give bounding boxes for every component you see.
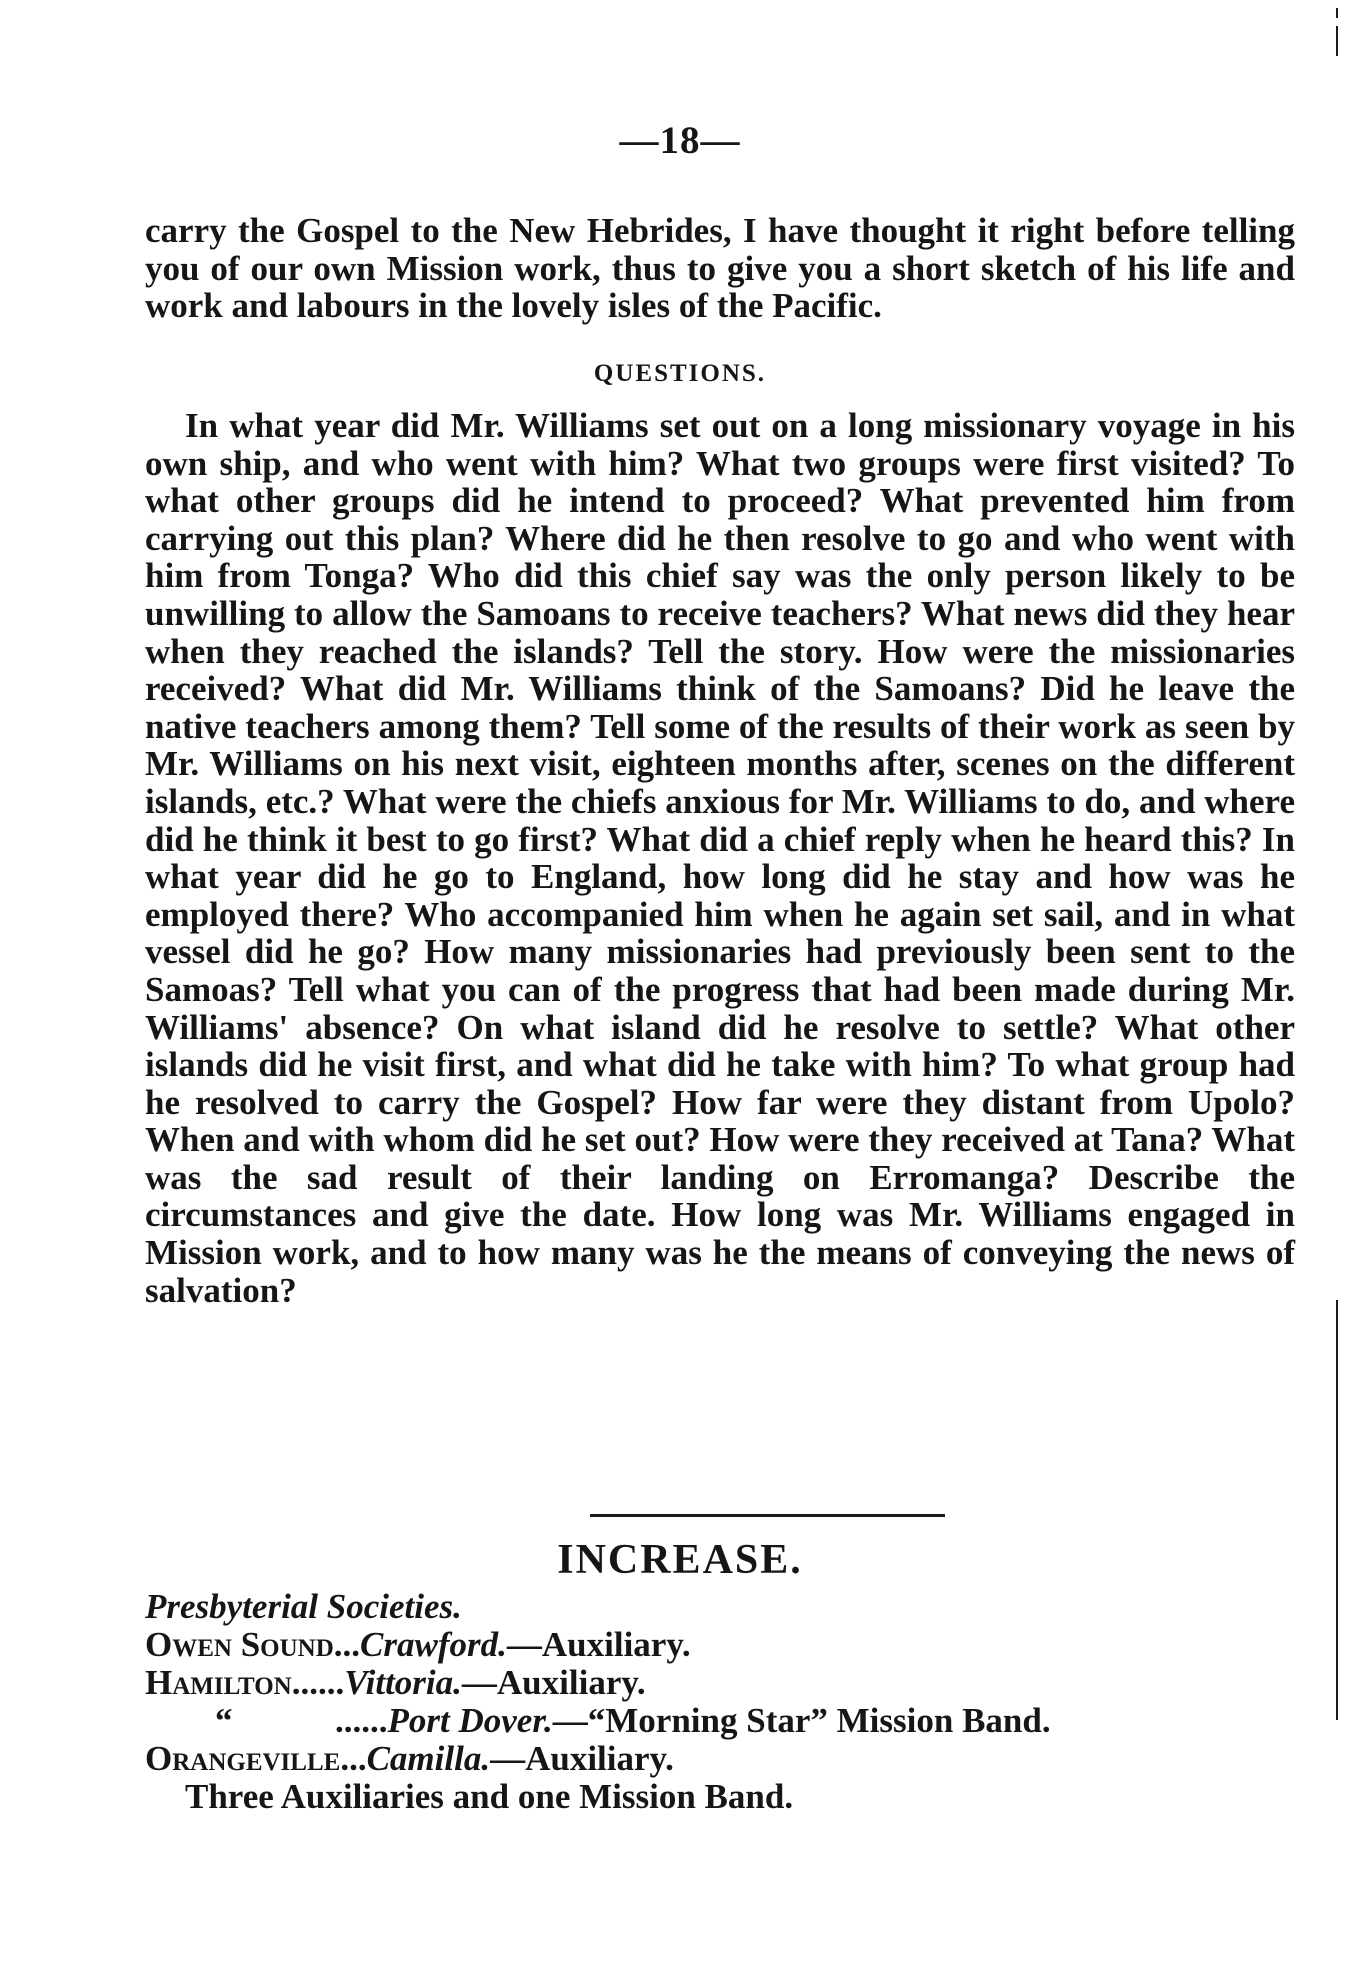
increase-summary: Three Auxiliaries and one Mission Band.	[185, 1777, 794, 1816]
branch-name: Crawford.	[360, 1625, 507, 1664]
society-place: Orangeville	[145, 1739, 341, 1778]
list-item	[145, 1740, 1295, 1778]
leader-dots: ...	[333, 1625, 361, 1664]
branch-name: Vittoria.	[344, 1663, 462, 1702]
list-item	[145, 1702, 1295, 1740]
society-place: Owen Sound	[145, 1625, 334, 1664]
society-place: Hamilton	[145, 1663, 292, 1702]
branch-kind: —Auxiliary.	[461, 1663, 646, 1702]
increase-list	[145, 1588, 1295, 1816]
list-item	[145, 1626, 1295, 1664]
intro-paragraph: carry the Gospel to the New Hebrides, I have thought it right before telling you of our own Mission work, thus to give you a short sketch of his life and work and labours in the lovely isles of the Pacific.	[145, 211, 1295, 326]
branch-name: Camilla.	[366, 1739, 491, 1778]
leader-dots: ......	[335, 1701, 388, 1740]
branch-name: Port Dover.	[387, 1701, 553, 1740]
margin-mark	[1336, 26, 1338, 56]
questions-paragraph: In what year did Mr. Williams set out on a long missionary voyage in his own ship, and who went with him? What two groups were first visited? To what other groups did he intend to proceed? What prevented him from carrying out this plan? Where did he then resolve to go and who went with him from Tonga? Who did this chief say was the only person likely to be unwilling to allow the Samoans to receive teachers? What news did they hear when they reached the islands? Tell the story. How were the missionaries received? What did Mr. Williams think of the Samoans? Did he leave the native teachers among them? Tell some of the results of their work as seen by Mr. Williams on his next visit, eighteen months after, scenes on the different islands, etc.? What were the chiefs anxious for Mr. Williams to do, and where did he think it best to go first? What did a chief reply when he heard this? In what year did he go to England, how long did he stay and how was he employed there? Who accompanied him when he again set sail, and in what vessel did he go? How many missionaries had previously been sent to the Samoas? Tell what you can of the progress that had been made during Mr. Williams' absence? On what island did he resolve to settle? What other islands did he visit first, and what did he take with him? To what group had he resolved to carry the Gospel? How far were they distant from Upolo? When and with whom did he set out? How were they received at Tana? What was the sad result of their landing on Erromanga? Describe the circumstances and give the date. How long was Mr. Williams engaged in Mission work, and to how many was he the means of conveying the news of salvation?	[145, 406, 1295, 1310]
page-number: —18—	[619, 119, 741, 162]
leader-dots: ...	[340, 1739, 367, 1778]
list-item	[145, 1664, 1295, 1702]
branch-kind: —Auxiliary.	[506, 1625, 691, 1664]
margin-mark	[1336, 8, 1338, 18]
branch-kind: —“Morning Star” Mission Band.	[552, 1701, 1051, 1740]
increase-title: INCREASE.	[557, 1537, 803, 1583]
increase-subtitle: Presbyterial Societies.	[145, 1587, 462, 1626]
margin-mark	[1336, 1300, 1338, 1720]
leader-dots: ......	[291, 1663, 345, 1702]
questions-heading: QUESTIONS.	[593, 360, 767, 387]
ditto-mark: “	[215, 1701, 233, 1740]
section-divider	[590, 1514, 945, 1517]
branch-kind: —Auxiliary.	[490, 1739, 674, 1778]
